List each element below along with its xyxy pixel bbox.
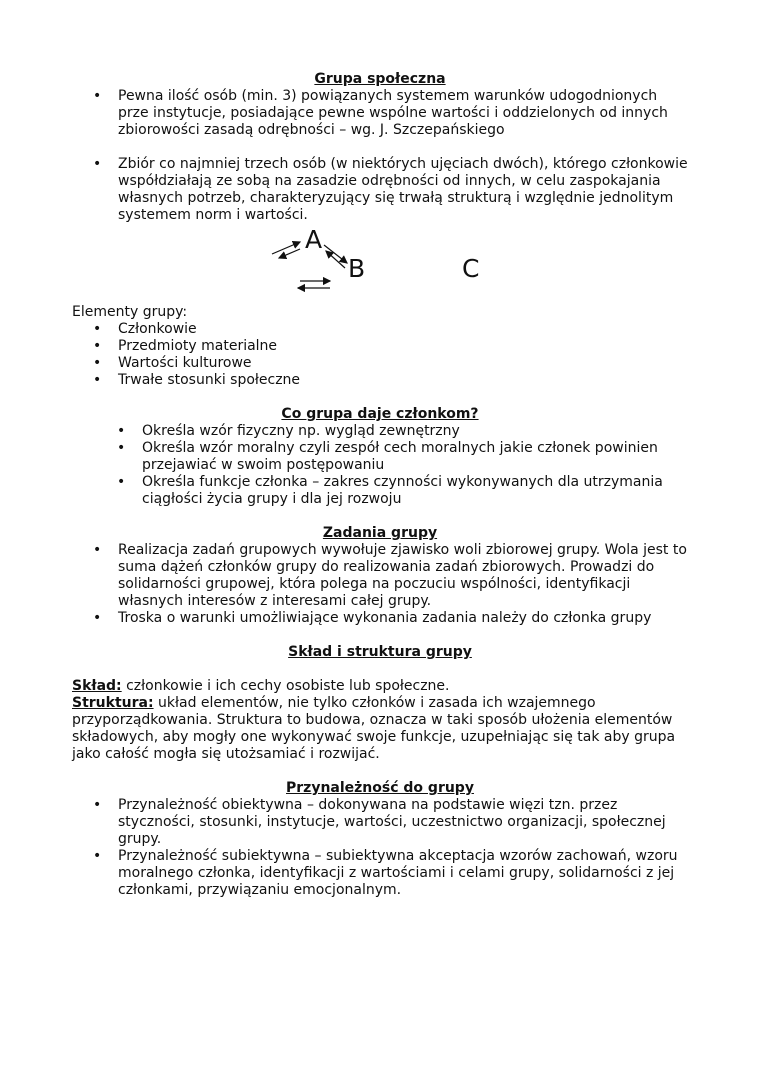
tasks-list — [72, 542, 688, 627]
section-title-sklad-struktura: Skład i struktura grupy — [288, 644, 472, 660]
benefit-item: • Określa wzór moralny czyli zespół cech moralnych jakie członek powinien przejawiać w swoim postępowaniu — [72, 440, 688, 474]
diagram-node-b: B — [348, 254, 366, 283]
diagram-node-c: C — [462, 254, 480, 283]
diagram-node-a: A — [305, 225, 323, 254]
arrow-from-a-lower — [279, 249, 300, 258]
elements-intro: Elementy grupy: — [72, 304, 188, 320]
arrow-to-a-upper — [272, 242, 300, 254]
membership-item: • Przynależność obiektywna – dokonywana na podstawie więzi tzn. przez styczności, stosunki, instytucje, wartości, uczestnictwo organizacji, społecznej grupy. — [72, 797, 688, 848]
benefit-item: • Określa funkcje członka – zakres czynności wykonywanych dla utrzymania ciągłości życia grupy i dla jej rozwoju — [72, 474, 688, 508]
definition-2: • Zbiór co najmniej trzech osób (w niektórych ujęciach dwóch), którego członkowie współdziałają ze sobą na zasadzie odrębności od innych, w celu zaspokajania własnych potrzeb, charakteryzujący się trwałą strukturą i względnie jednolitym systemem norm i wartości. — [72, 156, 688, 224]
definitions-list — [72, 88, 688, 224]
section-title-przynaleznosc: Przynależność do grupy — [286, 780, 474, 796]
elements-list — [72, 321, 688, 389]
element-item: • Członkowie — [72, 321, 688, 338]
struktura-label: Struktura: — [72, 695, 154, 711]
task-item: • Realizacja zadań grupowych wywołuje zjawisko woli zbiorowej grupy. Wola jest to suma dążeń członków grupy do realizowania zadań zbiorowych. Prowadzi do solidarności grupowej, która polega na poczuciu wspólności, identyfikacji własnych interesów z interesami całej grupy. — [72, 542, 688, 610]
section-title-co-grupa-daje: Co grupa daje członkom? — [281, 406, 479, 422]
benefits-list — [72, 423, 688, 508]
element-item: • Trwałe stosunki społeczne — [72, 372, 688, 389]
sklad-label: Skład: — [72, 678, 122, 694]
group-relation-diagram — [72, 224, 688, 304]
section-title-grupa-spoleczna: Grupa społeczna — [314, 71, 446, 87]
benefit-item: • Określa wzór fizyczny np. wygląd zewnętrzny — [72, 423, 688, 440]
struktura-paragraph — [72, 695, 688, 763]
element-item: • Wartości kulturowe — [72, 355, 688, 372]
diagram-arrows — [72, 224, 688, 304]
definition-1: • Pewna ilość osób (min. 3) powiązanych systemem warunków udogodnionych prze instytucje, posiadające pewne wspólne wartości i oddzielonych od innych zbiorowości zasadą odrębności – wg. J. Szczepańskiego — [72, 88, 688, 139]
section-title-zadania-grupy: Zadania grupy — [322, 525, 438, 541]
element-item: • Przedmioty materialne — [72, 338, 688, 355]
membership-list — [72, 797, 688, 899]
struktura-text: układ elementów, nie tylko członków i zasada ich wzajemnego przyporządkowania. Struktura to budowa, oznacza w taki sposób ułożenia elementów składowych, aby mogły one wykonywać swoje funkcje, uzupełniając się tak aby grupa jako całość mogła się utożsamiać i rozwijać. — [72, 695, 676, 762]
document-page — [72, 71, 688, 899]
membership-item: • Przynależność subiektywna – subiektywna akceptacja wzorów zachowań, wzoru moralnego członka, identyfikacji z wartościami i celami grupy, solidarności z jej członkami, przywiązaniu emocjonalnym. — [72, 848, 688, 899]
sklad-text: członkowie i ich cechy osobiste lub społeczne. — [121, 678, 450, 694]
sklad-paragraph — [72, 678, 688, 695]
task-item: • Troska o warunki umożliwiające wykonania zadania należy do członka grupy — [72, 610, 688, 627]
